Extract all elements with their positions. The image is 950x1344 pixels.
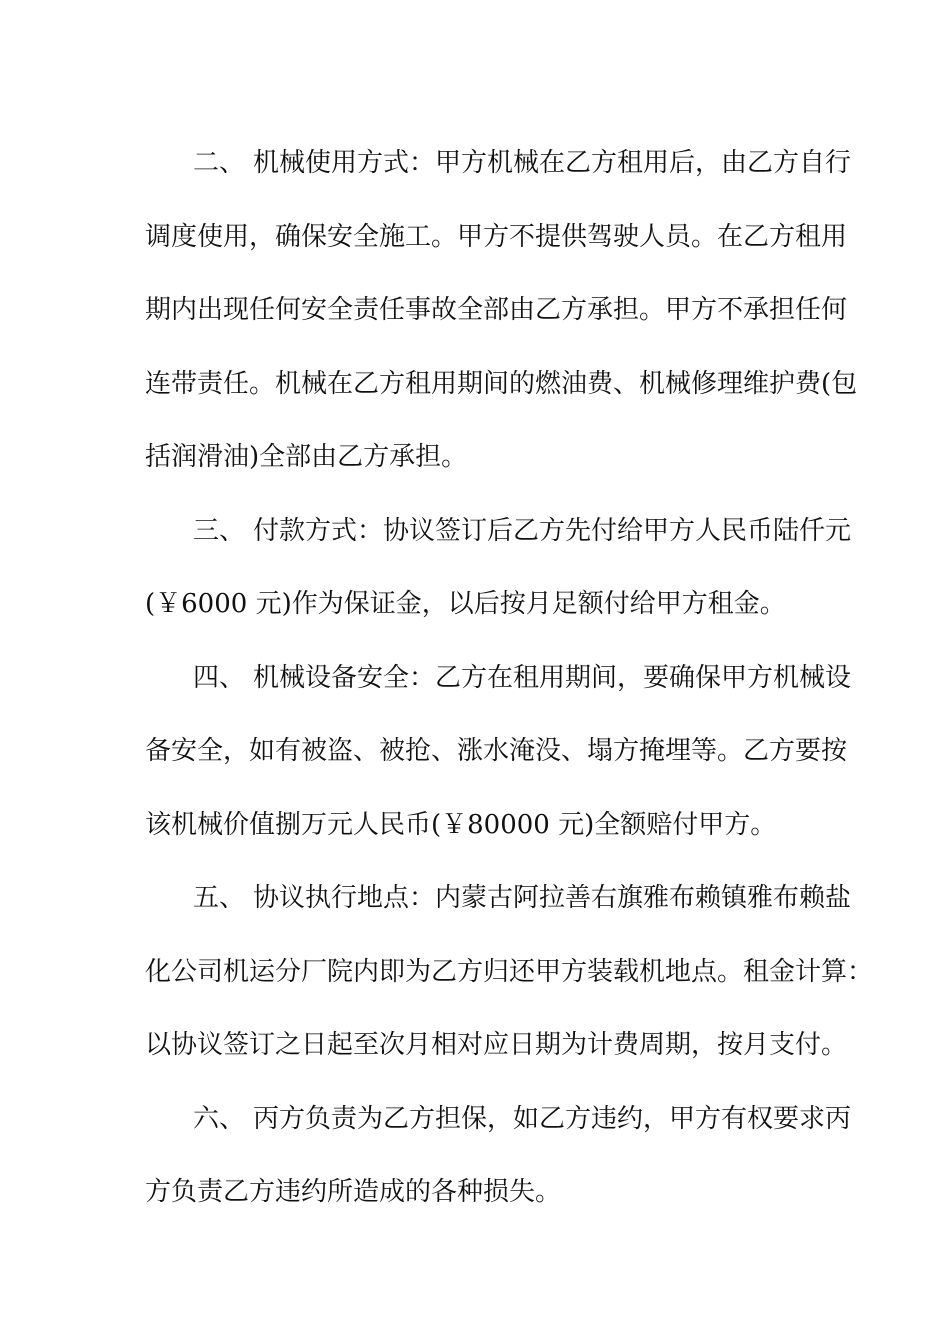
clause-3 — [145, 495, 852, 642]
clause-5 — [145, 862, 874, 1083]
clause-line: 调度使用，确保安全施工。甲方不提供驾驶人员。在乙方租用 — [145, 221, 848, 252]
document-body — [145, 127, 874, 1230]
clause-text: 机械设备安全：乙方在租用期间，要确保甲方机械设 — [253, 662, 852, 693]
clause-text: 付款方式：协议签订后乙方先付给甲方人民币陆仟元 — [253, 515, 852, 546]
clause-line: 备安全，如有被盗、被抢、涨水淹没、塌方掩埋等。乙方要按 — [145, 736, 848, 766]
clause-number: 二、 — [193, 148, 246, 178]
clause-line: 化公司机运分厂院内即为乙方归还甲方装载机地点。租金计算： — [145, 956, 874, 987]
clause-line — [145, 862, 852, 936]
clause-line — [145, 127, 852, 201]
clause-line: 该机械价值捌万元人民币(￥80000 元)全额赔付甲方。 — [145, 809, 777, 840]
clause-line: (￥6000 元)作为保证金，以后按月足额付给甲方租金。 — [145, 589, 786, 619]
clause-4 — [145, 642, 852, 863]
clause-line: 期内出现任何安全责任事故全部由乙方承担。甲方不承担任何 — [145, 295, 848, 325]
clause-line — [145, 642, 852, 716]
clause-number: 三、 — [193, 515, 246, 546]
clause-line: 方负责乙方违约所造成的各种损失。 — [145, 1177, 562, 1207]
clause-number: 五、 — [193, 883, 246, 913]
clause-line — [145, 1083, 852, 1157]
clause-line — [145, 495, 852, 569]
clause-text: 丙方负责为乙方担保，如乙方违约，甲方有权要求丙 — [253, 1103, 852, 1134]
clause-number: 六、 — [193, 1103, 246, 1134]
clause-6 — [145, 1083, 852, 1230]
clause-line: 括润滑油)全部由乙方承担。 — [145, 442, 468, 472]
clause-text: 机械使用方式：甲方机械在乙方租用后，由乙方自行 — [253, 148, 852, 178]
clause-2 — [145, 127, 858, 495]
clause-line: 连带责任。机械在乙方租用期间的燃油费、机械修理维护费(包 — [145, 368, 858, 399]
clause-line: 以协议签订之日起至次月相对应日期为计费周期，按月支付。 — [145, 1030, 848, 1060]
clause-text: 协议执行地点：内蒙古阿拉善右旗雅布赖镇雅布赖盐 — [253, 883, 852, 913]
clause-number: 四、 — [193, 662, 246, 693]
